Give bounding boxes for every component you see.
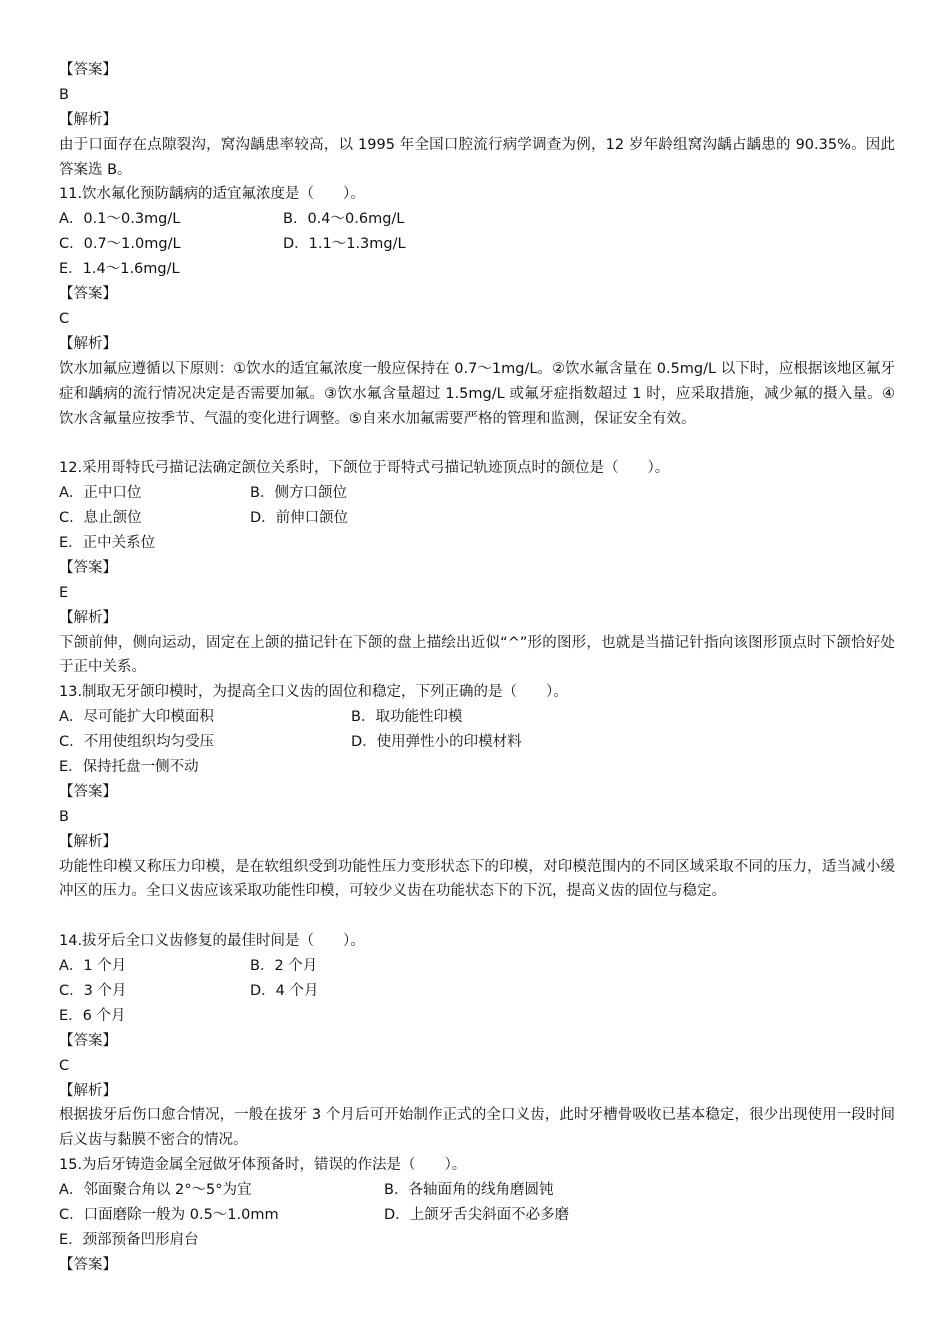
option-e: E．保持托盘一侧不动 [59, 759, 199, 775]
analysis-label: 【解析】 [59, 111, 117, 128]
analysis-label: 【解析】 [59, 1082, 117, 1099]
option-row [59, 506, 895, 531]
option-c: C．不用使组织均匀受压 [59, 734, 215, 751]
analysis-label: 【解析】 [59, 609, 117, 626]
option-a: A．1 个月 [59, 958, 127, 975]
option-c: C．0.7～1.0mg/L [59, 236, 181, 253]
option-c: C．口面磨除一般为 0.5～1.0mm [59, 1207, 279, 1224]
option-row [59, 481, 895, 506]
answer-value: B [59, 808, 69, 825]
option-c: C．3 个月 [59, 983, 127, 1000]
option-row [59, 730, 895, 755]
answer-label: 【答案】 [59, 783, 117, 800]
option-e: E．1.4～1.6mg/L [59, 261, 180, 278]
answer-label: 【答案】 [59, 286, 117, 303]
answer-label: 【答案】 [59, 1256, 117, 1273]
analysis-text: 下颌前伸，侧向运动，固定在上颌的描记针在下颌的盘上描绘出近似“^”形的图形，也就是当描记针指向该图形顶点时下颌恰好处于正中关系。 [59, 634, 895, 676]
option-d: D．上颌牙舌尖斜面不必多磨 [384, 1207, 570, 1224]
question-stem: 15.为后牙铸造金属全冠做牙体预备时，错误的作法是（ ）。 [59, 1157, 467, 1174]
option-a: A．尽可能扩大印模面积 [59, 709, 214, 726]
analysis-text: 功能性印模又称压力印模，是在软组织受到功能性压力变形状态下的印模，对印模范围内的不同区域采取不同的压力，适当减小缓冲区的压力。全口义齿应该采取功能性印模，可较少义齿在功能状态下的下沉，提高义齿的固位与稳定。 [59, 858, 895, 900]
answer-label: 【答案】 [59, 559, 117, 576]
option-b: B．侧方口颌位 [250, 485, 347, 502]
analysis-text: 饮水加氟应遵循以下原则：①饮水的适宜氟浓度一般应保持在 0.7～1mg/L。②饮水氟含量在 0.5mg/L 以下时，应根据该地区氟牙症和龋病的流行情况决定是否需要加氟。③饮水氟含量超过 1.5mg/L 或氟牙症指数超过 1 时，应采取措施，减少氟的摄入量。④饮水含氟量应按季节、气温的变化进行调整。⑤自来水加氟需要严格的管理和监测，保证安全有效。 [59, 360, 895, 427]
option-a: A．邻面聚合角以 2°～5°为宜 [59, 1182, 252, 1199]
option-d: D．1.1～1.3mg/L [283, 236, 406, 253]
answer-value: E [59, 584, 69, 601]
option-row [59, 954, 895, 979]
option-e: E．颈部预备凹形肩台 [59, 1231, 199, 1248]
option-row [59, 1203, 895, 1228]
option-a: A．正中口位 [59, 485, 142, 502]
option-d: D．前伸口颌位 [250, 510, 349, 527]
option-b: B．各轴面角的线角磨圆钝 [384, 1182, 554, 1199]
option-d: D．4 个月 [250, 983, 319, 1000]
option-a: A．0.1～0.3mg/L [59, 211, 181, 228]
option-b: B．取功能性印模 [351, 709, 463, 726]
option-c: C．息止颌位 [59, 510, 142, 527]
option-e: E．正中关系位 [59, 534, 156, 551]
option-row [59, 705, 895, 730]
question-stem: 12.采用哥特氏弓描记法确定颌位关系时，下颌位于哥特式弓描记轨迹顶点时的颌位是（ ）。 [59, 460, 670, 477]
analysis-label: 【解析】 [59, 335, 117, 352]
analysis-text: 根据拔牙后伤口愈合情况，一般在拔牙 3 个月后可开始制作正式的全口义齿，此时牙槽骨吸收已基本稳定，很少出现使用一段时间后义齿与黏膜不密合的情况。 [59, 1107, 895, 1149]
document-page [59, 58, 895, 1278]
question-stem: 13.制取无牙颌印模时，为提高全口义齿的固位和稳定，下列正确的是（ ）。 [59, 684, 568, 701]
answer-value: C [59, 1057, 70, 1074]
analysis-text: 由于口面存在点隙裂沟，窝沟龋患率较高，以 1995 年全国口腔流行病学调查为例，12 岁年龄组窝沟龋占龋患的 90.35%。因此答案选 B。 [59, 136, 895, 178]
answer-label: 【答案】 [59, 62, 117, 78]
analysis-label: 【解析】 [59, 833, 117, 850]
option-row [59, 1178, 895, 1203]
question-stem: 14.拔牙后全口义齿修复的最佳时间是（ ）。 [59, 933, 365, 950]
answer-value: B [59, 86, 69, 103]
option-b: B．0.4～0.6mg/L [283, 211, 405, 228]
option-d: D．使用弹性小的印模材料 [351, 734, 522, 751]
option-row [59, 979, 895, 1004]
option-b: B．2 个月 [250, 958, 318, 975]
option-e: E．6 个月 [59, 1007, 126, 1024]
question-stem: 11.饮水氟化预防龋病的适宜氟浓度是（ ）。 [59, 186, 365, 203]
option-row [59, 207, 895, 232]
option-row [59, 232, 895, 257]
answer-label: 【答案】 [59, 1032, 117, 1049]
answer-value: C [59, 310, 70, 327]
